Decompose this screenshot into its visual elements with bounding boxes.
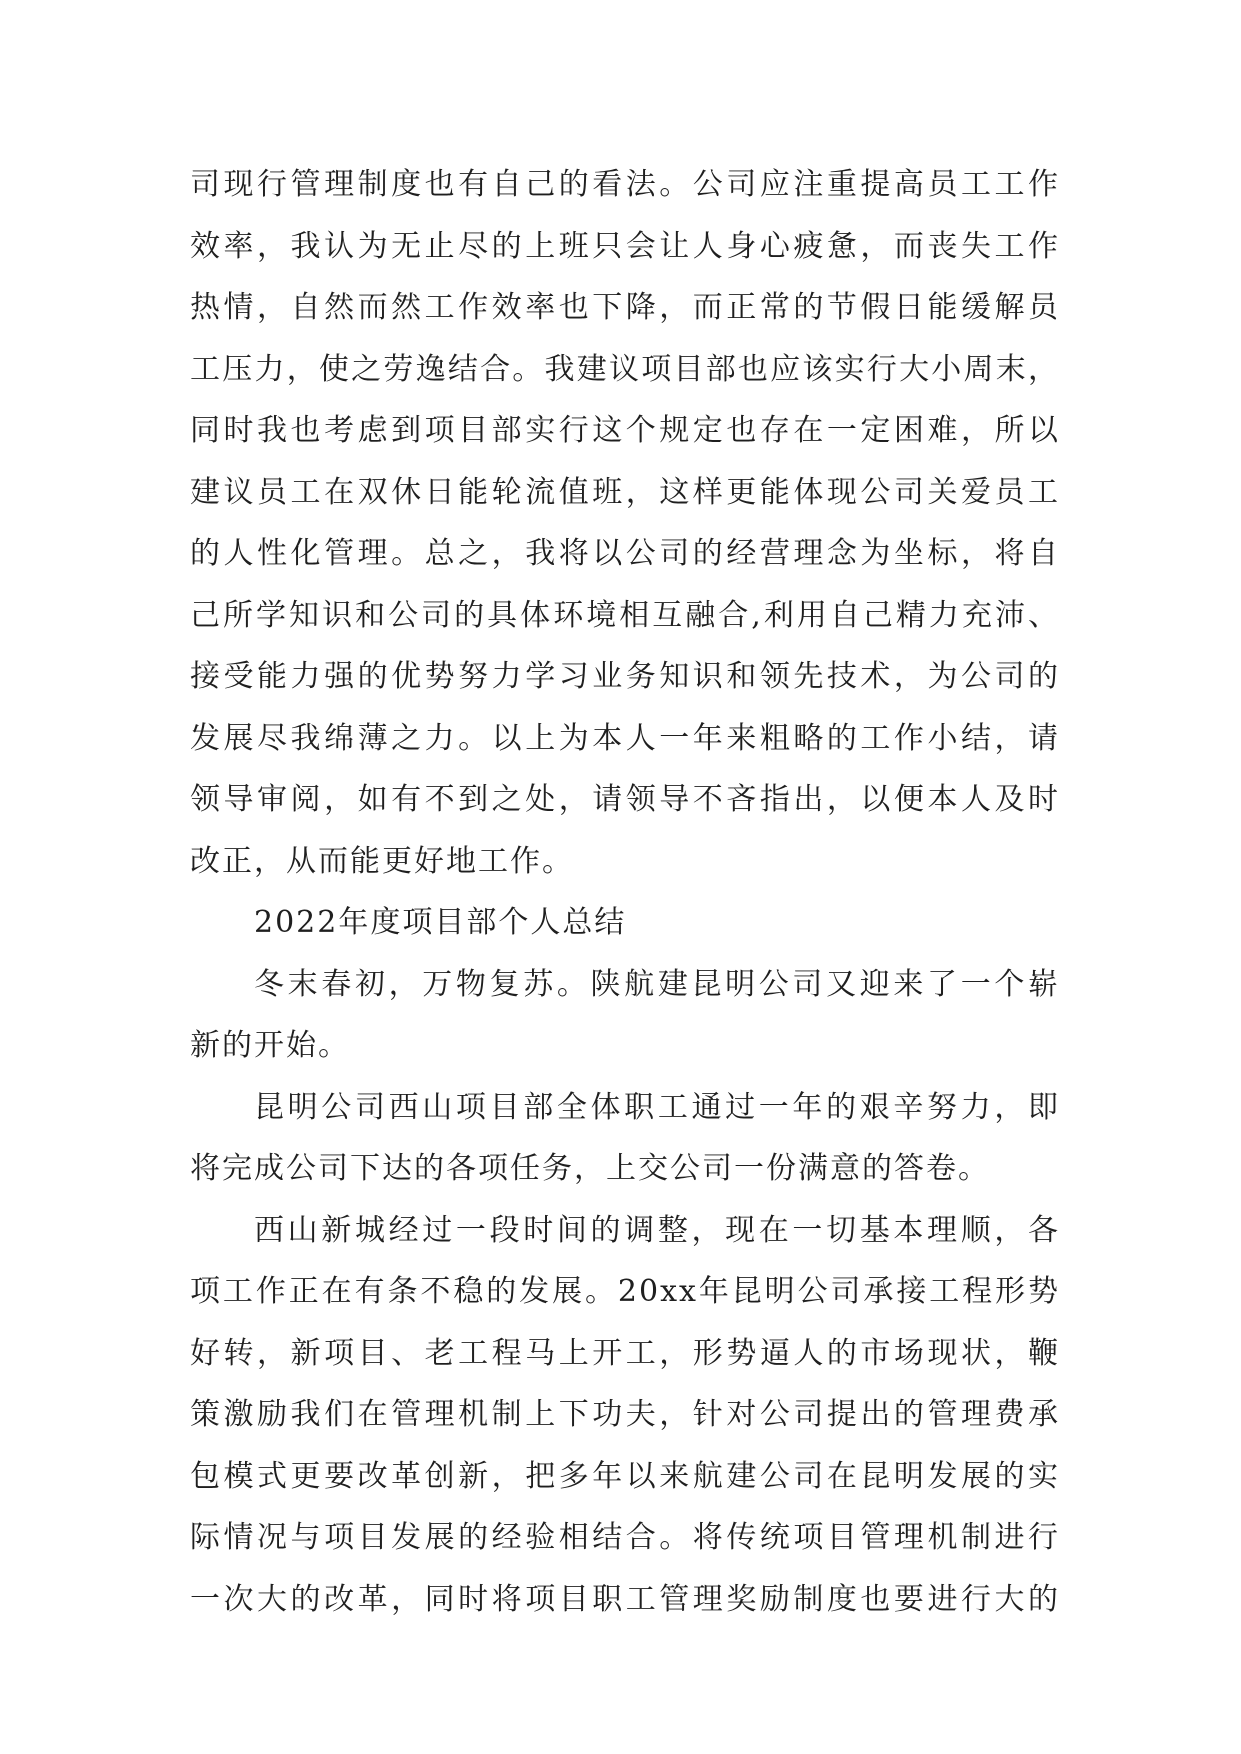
text-line: 己所学知识和公司的具体环境相互融合,利用自己精力充沛、 [190, 597, 1060, 633]
text-line: 西山新城经过一段时间的调整，现在一切基本理顺，各 [254, 1212, 1060, 1248]
text-line: 效率，我认为无止尽的上班只会让人身心疲惫，而丧失工作 [190, 228, 1060, 264]
text-line: 领导审阅，如有不到之处，请领导不吝指出，以便本人及时 [190, 782, 1060, 817]
text-line: 际情况与项目发展的经验相结合。将传统项目管理机制进行 [190, 1520, 1060, 1555]
text-line: 包模式更要改革创新，把多年以来航建公司在昆明发展的实 [190, 1458, 1060, 1494]
text-line: 冬末春初，万物复苏。陕航建昆明公司又迎来了一个崭 [254, 966, 1060, 1002]
text-line: 2022年度项目部个人总结 [254, 905, 627, 940]
text-line: 策激励我们在管理机制上下功夫，针对公司提出的管理费承 [190, 1397, 1060, 1432]
document-body [190, 154, 1060, 1630]
text-line: 将完成公司下达的各项任务，上交公司一份满意的答卷。 [190, 1151, 990, 1186]
text-line: 昆明公司西山项目部全体职工通过一年的艰辛努力，即 [254, 1089, 1060, 1125]
text-line: 好转，新项目、老工程马上开工，形势逼人的市场现状，鞭 [190, 1335, 1060, 1371]
text-line: 一次大的改革，同时将项目职工管理奖励制度也要进行大的 [190, 1581, 1060, 1617]
text-line: 的人性化管理。总之，我将以公司的经营理念为坐标，将自 [190, 536, 1060, 571]
text-line: 热情，自然而然工作效率也下降，而正常的节假日能缓解员 [190, 290, 1060, 325]
text-line: 改正，从而能更好地工作。 [190, 843, 574, 879]
text-line: 建议员工在双休日能轮流值班，这样更能体现公司关爱员工 [190, 474, 1060, 510]
text-line: 项工作正在有条不稳的发展。20xx年昆明公司承接工程形势 [190, 1274, 1060, 1309]
text-line: 发展尽我绵薄之力。以上为本人一年来粗略的工作小结，请 [190, 720, 1060, 756]
text-line: 同时我也考虑到项目部实行这个规定也存在一定困难，所以 [190, 413, 1060, 448]
text-line: 司现行管理制度也有自己的看法。公司应注重提高员工工作 [190, 167, 1060, 202]
text-line: 接受能力强的优势努力学习业务知识和领先技术，为公司的 [190, 659, 1060, 694]
text-line: 工压力，使之劳逸结合。我建议项目部也应该实行大小周末， [190, 351, 1060, 387]
text-line: 新的开始。 [190, 1028, 350, 1063]
